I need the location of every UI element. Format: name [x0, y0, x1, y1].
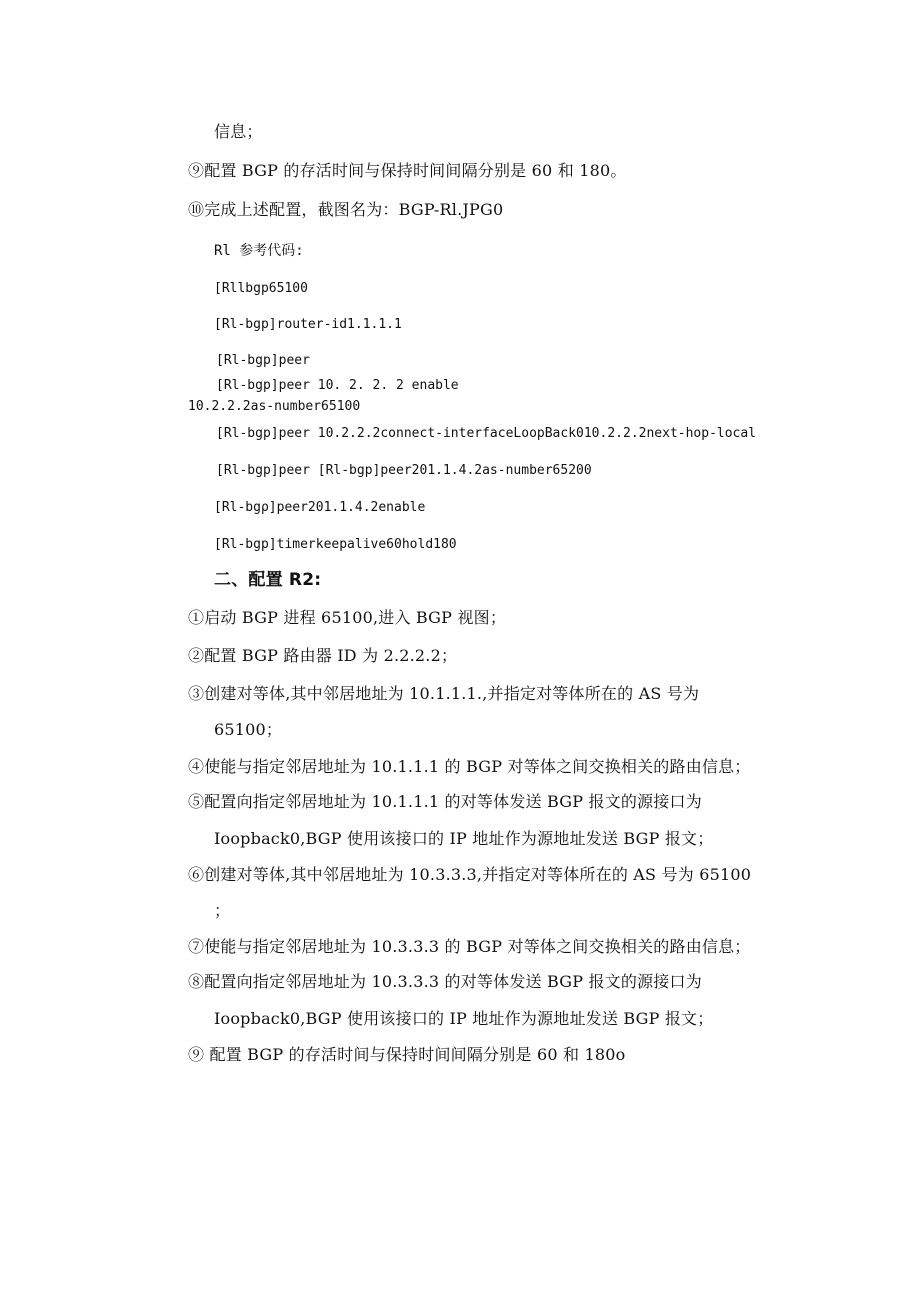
code-line-connect-interface: [Rl-bgp]peer 10.2.2.2connect-interfaceLoopBack010.2.2.2next-hop-local — [216, 426, 757, 441]
code-line-peer-as-65200: [Rl-bgp]peer [Rl-bgp]peer201.1.4.2as-number65200 — [216, 463, 592, 478]
step-8-loopback: Ioopback0,BGP 使用该接口的 IP 地址作为源地址发送 BGP 报文； — [214, 1009, 714, 1028]
code-line-bgp: [Rllbgp65100 — [214, 281, 308, 296]
step-6-continuation: ； — [214, 901, 231, 920]
code-line-peer-enable: [Rl-bgp]peer 10. 2. 2. 2 enable — [216, 378, 459, 393]
step-3-create-peer: ③创建对等体,其中邻居地址为 10.1.1.1.,并指定对等体所在的 AS 号为 — [188, 684, 700, 703]
step-5-source-interface: ⑤配置向指定邻居地址为 10.1.1.1 的对等体发送 BGP 报文的源接口为 — [188, 792, 702, 811]
step-8-source-interface: ⑧配置向指定邻居地址为 10.3.3.3 的对等体发送 BGP 报文的源接口为 — [188, 972, 702, 991]
step-9-keepalive: ⑨配置 BGP 的存活时间与保持时间间隔分别是 60 和 180。 — [188, 161, 627, 180]
r1-code-heading: Rl 参考代码: — [214, 243, 304, 259]
step-7-enable-peer: ⑦使能与指定邻居地址为 10.3.3.3 的 BGP 对等体之间交换相关的路由信息； — [188, 937, 751, 956]
step-5-loopback: Ioopback0,BGP 使用该接口的 IP 地址作为源地址发送 BGP 报文； — [214, 829, 714, 848]
step-10-screenshot: ⑩完成上述配置，截图名为：BGP-Rl.JPG0 — [188, 200, 504, 219]
code-line-peer-201-enable: [Rl-bgρ]peer201.1.4.2enable — [214, 500, 426, 515]
step-1-start-bgp: ①启动 BGP 进程 65100,进入 BGP 视图； — [188, 608, 507, 627]
text-line-info-end: 信息； — [214, 122, 263, 141]
code-line-router-id: [Rl-bgp]router-id1.1.1.1 — [214, 317, 402, 332]
step-6-create-peer: ⑥创建对等体,其中邻居地址为 10.3.3.3,并指定对等体所在的 AS 号为 65100 — [188, 865, 752, 884]
step-4-enable-peer: ④使能与指定邻居地址为 10.1.1.1 的 BGP 对等体之间交换相关的路由信息； — [188, 757, 751, 776]
step-9-r2-keepalive: ⑨ 配置 BGP 的存活时间与保持时间间隔分别是 60 和 180o — [188, 1045, 626, 1064]
section-heading-configure-r2: 二、配置 R2: — [214, 570, 322, 590]
code-line-peer-1: [Rl-bgp]peer — [216, 353, 310, 368]
code-line-as-number: 10.2.2.2as-number65100 — [188, 399, 361, 414]
step-3-as-number: 65100； — [214, 720, 283, 739]
code-line-timer: [Rl-bgp]timerkeepalive60hold180 — [214, 537, 457, 552]
step-2-router-id: ②配置 BGP 路由器 ID 为 2.2.2.2； — [188, 646, 458, 665]
